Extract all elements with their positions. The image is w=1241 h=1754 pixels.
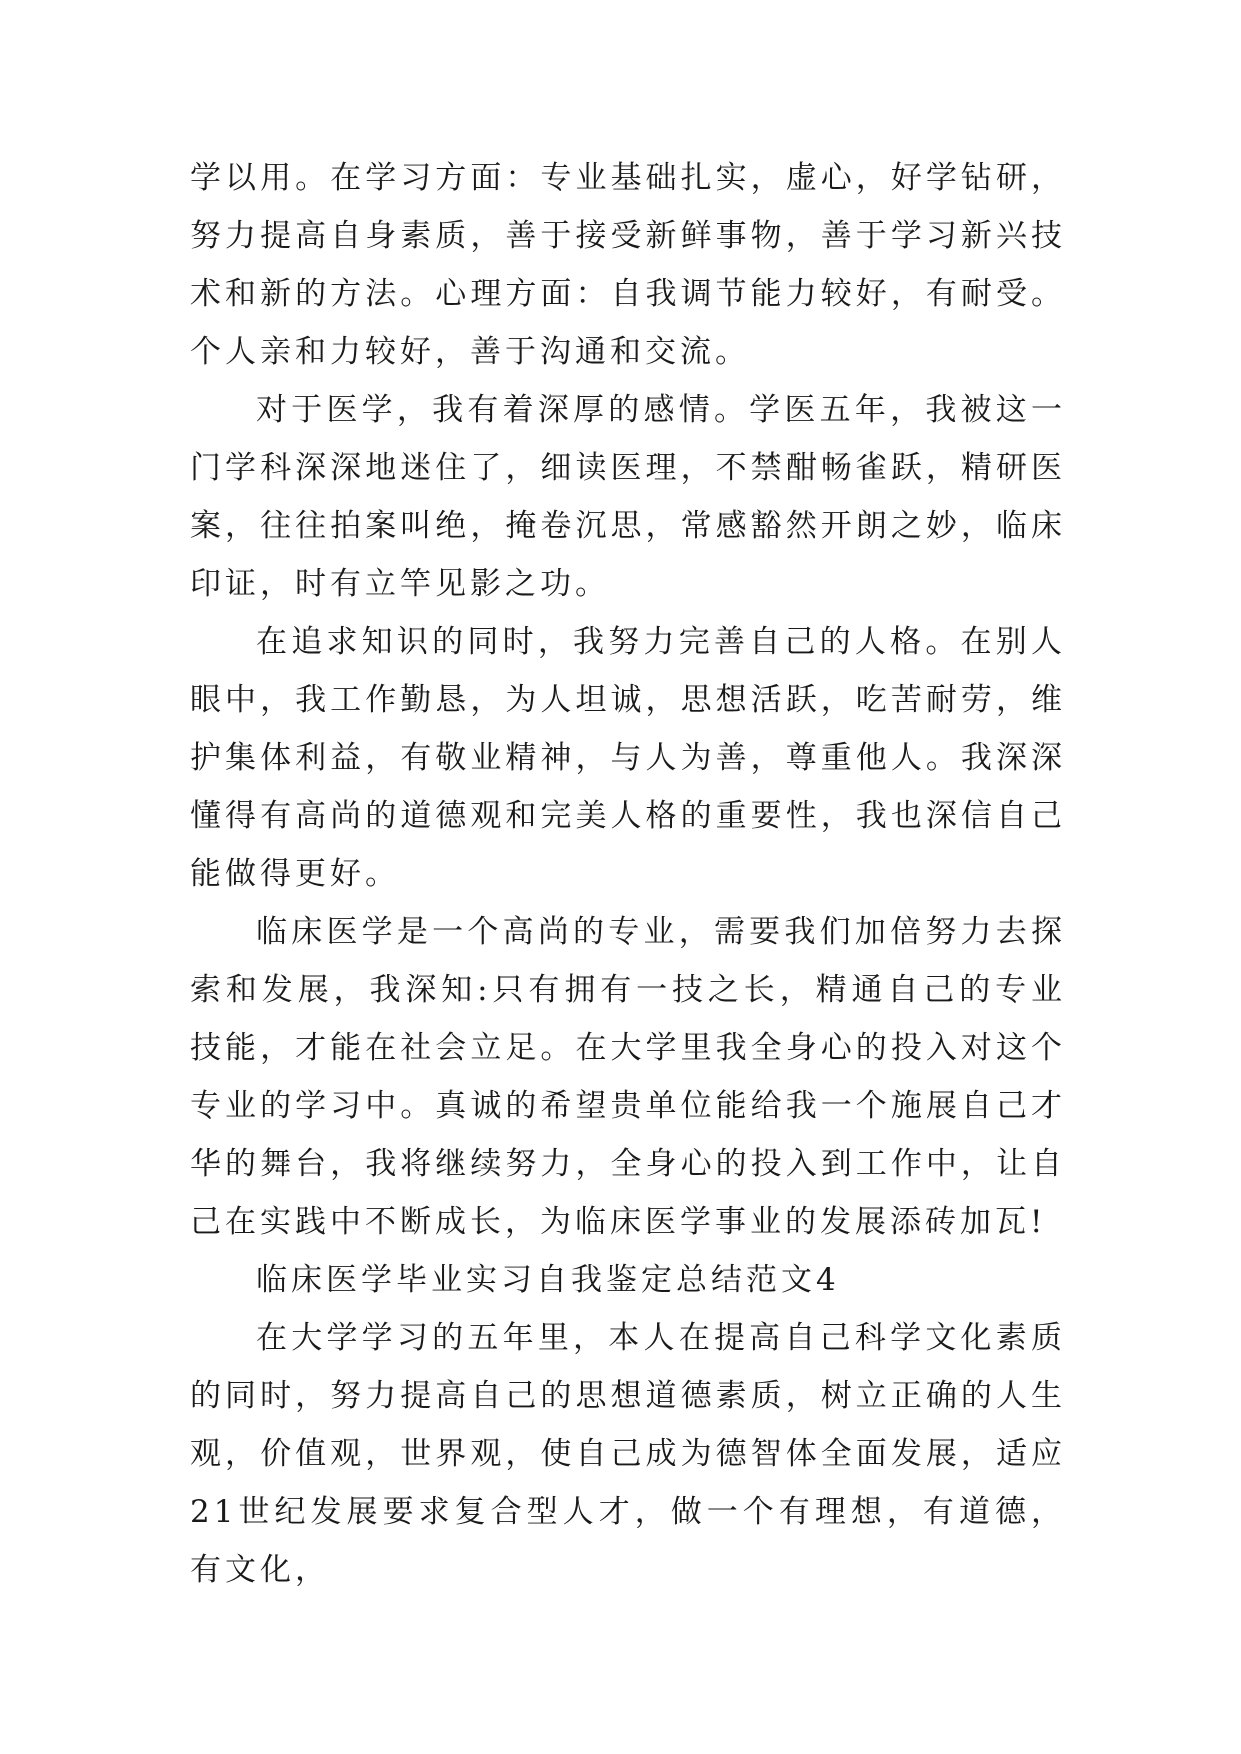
paragraph-1: 学以用。在学习方面：专业基础扎实，虚心，好学钻研，努力提高自身素质，善于接受新鲜事物，善于学习新兴技术和新的方法。心理方面：自我调节能力较好，有耐受。个人亲和力较好，善于沟通和交流。	[190, 160, 1066, 370]
document-body	[190, 149, 1066, 1599]
paragraph-2: 对于医学，我有着深厚的感情。学医五年，我被这一门学科深深地迷住了，细读医理，不禁酣畅雀跃，精研医案，往往拍案叫绝，掩卷沉思，常感豁然开朗之妙，临床印证，时有立竿见影之功。	[190, 392, 1066, 602]
paragraph-4: 临床医学是一个高尚的专业，需要我们加倍努力去探索和发展，我深知:只有拥有一技之长，精通自己的专业技能，才能在社会立足。在大学里我全身心的投入对这个专业的学习中。真诚的希望贵单位能给我一个施展自己才华的舞台，我将继续努力，全身心的投入到工作中，让自己在实践中不断成长，为临床医学事业的发展添砖加瓦!	[190, 914, 1066, 1240]
paragraph-5: 在大学学习的五年里，本人在提高自己科学文化素质的同时，努力提高自己的思想道德素质，树立正确的人生观，价值观，世界观，使自己成为德智体全面发展，适应21世纪发展要求复合型人才，做一个有理想，有道德，有文化，	[190, 1320, 1066, 1588]
paragraph-3: 在追求知识的同时，我努力完善自己的人格。在别人眼中，我工作勤恳，为人坦诚，思想活跃，吃苦耐劳，维护集体利益，有敬业精神，与人为善，尊重他人。我深深懂得有高尚的道德观和完美人格的重要性，我也深信自己能做得更好。	[190, 624, 1066, 892]
section-heading: 临床医学毕业实习自我鉴定总结范文4	[256, 1262, 840, 1298]
